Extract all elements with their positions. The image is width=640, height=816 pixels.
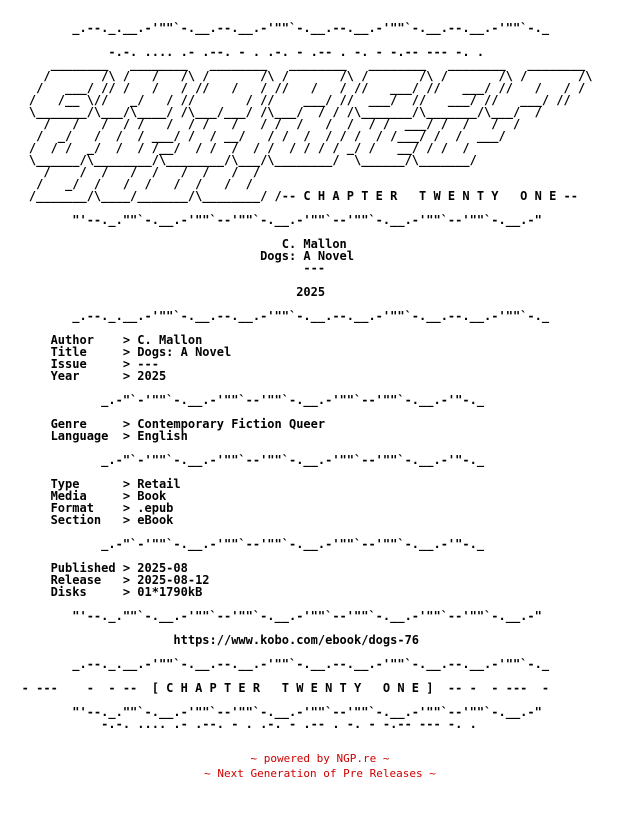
nfo-line: _.--._.__.-'""`-.__.--.__.-'""`-.__.--.__.-'""`-.__.--.__.-'""`-._ bbox=[0, 309, 550, 323]
nfo-line: / / / _/ / / /__/ / / / / / / / / / _/ / __/ / / / bbox=[0, 141, 470, 155]
nfo-line: \_______/\___/\____/ /\___/___/ /\___/ / / /\_______/\_______/\___/ / bbox=[0, 105, 542, 119]
nfo-line: Disks > 01*1790kB bbox=[0, 585, 203, 599]
nfo-line: "'--._.""`-.__.-'""`--'""`-.__.-'""`--'""`-.__.-'""`--'""`-.__.-" bbox=[0, 705, 542, 719]
nfo-line: _.-"`-'""`-.__.-'""`--'""`-.__.-'""`--'""`-.__.-'"-._ bbox=[0, 537, 485, 551]
nfo-line: https://www.kobo.com/ebook/dogs-76 bbox=[0, 633, 420, 647]
nfo-line: 2025 bbox=[0, 285, 326, 299]
nfo-line: Media > Book bbox=[0, 489, 167, 503]
nfo-line: _.-"`-'""`-.__.-'""`--'""`-.__.-'""`--'""`-.__.-'"-._ bbox=[0, 453, 485, 467]
nfo-line: _.--._.__.-'""`-.__.--.__.-'""`-.__.--.__.-'""`-.__.--.__.-'""`-._ bbox=[0, 21, 550, 35]
footer-line: ~ powered by NGP.re ~ bbox=[250, 752, 390, 765]
nfo-line: --- bbox=[0, 261, 326, 275]
nfo-line: Title > Dogs: A Novel bbox=[0, 345, 232, 359]
nfo-line: / / / / / / / / / / / / / / / / ___/ / / / / bbox=[0, 117, 521, 131]
nfo-line: Type > Retail bbox=[0, 477, 181, 491]
nfo-line: "'--._.""`-.__.-'""`--'""`-.__.-'""`--'""`-.__.-'""`--'""`-.__.-" bbox=[0, 609, 542, 623]
nfo-line: / _/ / / / / / / / bbox=[0, 177, 253, 191]
nfo-line: /_______/\____/_______/\________/ /-- C H A P T E R T W E N T Y O N E -- bbox=[0, 189, 578, 203]
nfo-line: Format > .epub bbox=[0, 501, 174, 515]
nfo-line: _.-"`-'""`-.__.-'""`--'""`-.__.-'""`--'""`-.__.-'"-._ bbox=[0, 393, 485, 407]
nfo-line: Author > C. Mallon bbox=[0, 333, 203, 347]
nfo-line: / _/ / / / ___/ / / __/ / / / / / / / /___/ / / ___/ bbox=[0, 129, 506, 143]
nfo-line: Language > English bbox=[0, 429, 188, 443]
nfo-line: -.-. .... .- .--. - . .-. - .-- . -. - -.-- --- -. . bbox=[0, 717, 477, 731]
footer-line: ~ Next Generation of Pre Releases ~ bbox=[204, 767, 436, 780]
nfo-line: Release > 2025-08-12 bbox=[0, 573, 210, 587]
nfo-line: -.-. .... .- .--. - . .-. - .-- . -. - -.-- --- -. . bbox=[0, 45, 485, 59]
nfo-line: Published > 2025-08 bbox=[0, 561, 188, 575]
nfo-line: / / / / / / / / / bbox=[0, 165, 261, 179]
nfo-line: _.--._.__.-'""`-.__.--.__.-'""`-.__.--.__.-'""`-.__.--.__.-'""`-._ bbox=[0, 657, 550, 671]
nfo-line: Dogs: A Novel bbox=[0, 249, 355, 263]
nfo-line: Year > 2025 bbox=[0, 369, 167, 383]
nfo-line: \______/\________/\________/\___/\________/ \______/\_______/ bbox=[0, 153, 477, 167]
nfo-line: Issue > --- bbox=[0, 357, 159, 371]
nfo-line: Section > eBook bbox=[0, 513, 174, 527]
nfo-line: / ___/ // / / / // / / // / / // ___/ // ___/ // / / / bbox=[0, 81, 586, 95]
nfo-line: Genre > Contemporary Fiction Queer bbox=[0, 417, 326, 431]
nfo-line: C. Mallon bbox=[0, 237, 347, 251]
nfo-line: / /\ / / /\ / /\ / /\ / /\ / /\ / /\ bbox=[0, 69, 593, 83]
nfo-line: "'--._.""`-.__.-'""`--'""`-.__.-'""`--'""`-.__.-'""`--'""`-.__.-" bbox=[0, 213, 542, 227]
nfo-line: / /__ \// _/ / // / // ___/ // ___/ // ___/ // ___/ // bbox=[0, 93, 571, 107]
nfo-line: - --- - - -- [ C H A P T E R T W E N T Y O N E ] -- - - --- - bbox=[0, 681, 550, 695]
nfo-line: ________ ________ ________ ________ ________ ________ ________ bbox=[0, 57, 586, 71]
